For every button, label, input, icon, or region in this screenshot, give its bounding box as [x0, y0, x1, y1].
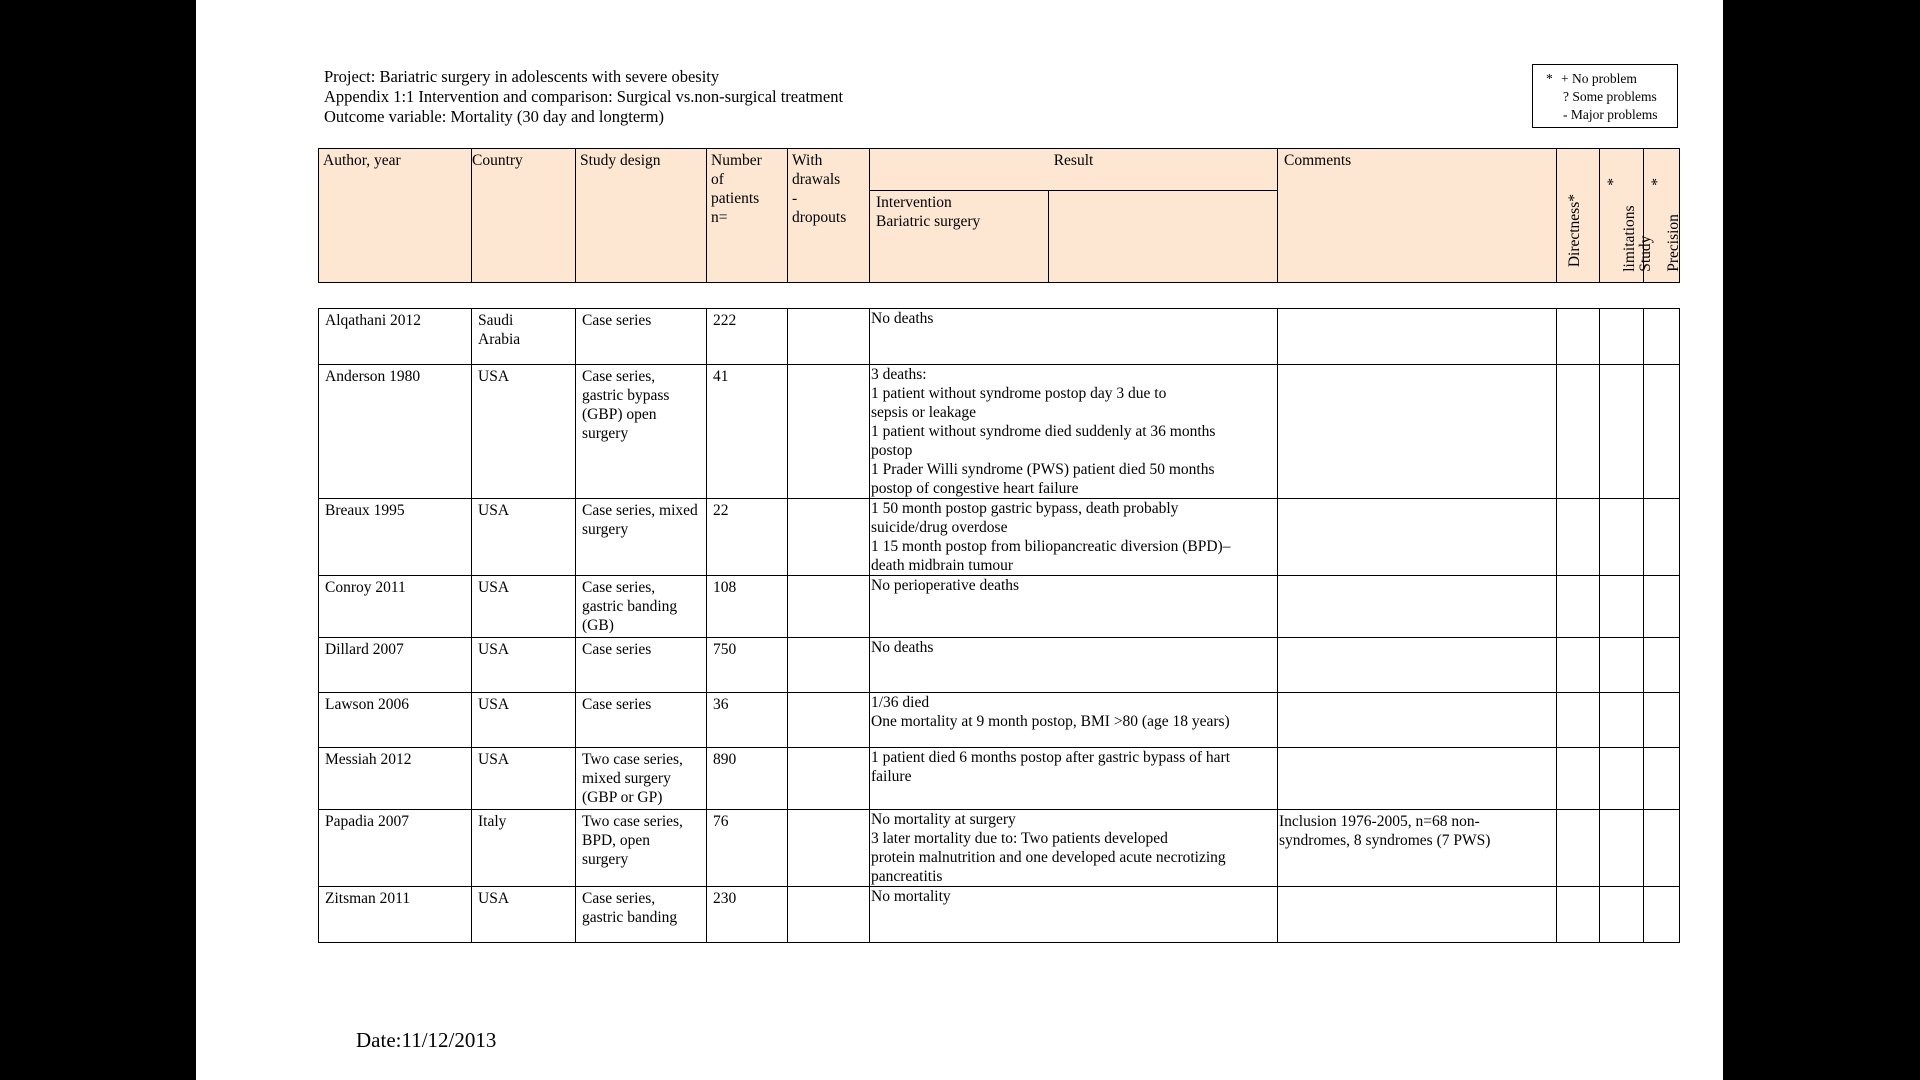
cell-precision [1644, 748, 1680, 810]
cell-comments [1278, 748, 1557, 810]
header-number-of-patients: Number of patients n= [707, 149, 788, 283]
cell-author: Breaux 1995 [319, 499, 472, 576]
cell-country: USA [472, 499, 576, 576]
cell-directness [1557, 499, 1600, 576]
cell-withdrawals [788, 638, 870, 693]
cell-precision [1644, 810, 1680, 887]
cell-comments [1278, 887, 1557, 943]
cell-number-of-patients: 108 [707, 576, 788, 638]
cell-country: USA [472, 887, 576, 943]
cell-withdrawals [788, 499, 870, 576]
cell-result: No mortality at surgery 3 later mortality due to: Two patients developed protein malnutrition and one developed acute necrotizing pancreatitis [870, 810, 1278, 887]
cell-withdrawals [788, 748, 870, 810]
cell-author: Conroy 2011 [319, 576, 472, 638]
cell-comments [1278, 499, 1557, 576]
legend-no-problem: + No problem [1561, 71, 1637, 86]
outcome-line: Outcome variable: Mortality (30 day and longterm) [324, 107, 664, 126]
table-row [319, 887, 1680, 943]
cell-comments [1278, 365, 1557, 499]
cell-withdrawals [788, 365, 870, 499]
legend-some-problems: ? Some problems [1563, 89, 1657, 104]
cell-result: 1 patient died 6 months postop after gastric bypass of hart failure [870, 748, 1278, 810]
cell-author: Alqathani 2012 [319, 309, 472, 365]
cell-comments [1278, 693, 1557, 748]
cell-author: Zitsman 2011 [319, 887, 472, 943]
cell-withdrawals [788, 576, 870, 638]
cell-author: Lawson 2006 [319, 693, 472, 748]
header-precision: Precision * [1644, 149, 1680, 283]
cell-study-limitations [1600, 365, 1644, 499]
cell-number-of-patients: 750 [707, 638, 788, 693]
cell-number-of-patients: 76 [707, 810, 788, 887]
cell-study-limitations [1600, 576, 1644, 638]
table-row [319, 309, 1680, 365]
cell-directness [1557, 576, 1600, 638]
cell-result: 1 50 month postop gastric bypass, death probably suicide/drug overdose 1 15 month postop from biliopancreatic diversion (BPD)– death midbrain tumour [870, 499, 1278, 576]
header-result: Result [870, 149, 1278, 191]
cell-result: No perioperative deaths [870, 576, 1278, 638]
cell-result: No mortality [870, 887, 1278, 943]
header-table [318, 148, 1680, 283]
header-comments: Comments [1278, 149, 1557, 283]
cell-result: 3 deaths: 1 patient without syndrome postop day 3 due to sepsis or leakage 1 patient without syndrome died suddenly at 36 months postop 1 Prader Willi syndrome (PWS) patient died 50 months postop of congestive heart failure [870, 365, 1278, 499]
header-directness: Directness* [1557, 149, 1600, 283]
cell-study-limitations [1600, 748, 1644, 810]
cell-number-of-patients: 36 [707, 693, 788, 748]
cell-country: USA [472, 748, 576, 810]
document-header [324, 67, 843, 127]
cell-directness [1557, 309, 1600, 365]
cell-study-limitations [1600, 499, 1644, 576]
cell-directness [1557, 748, 1600, 810]
cell-study-limitations [1600, 309, 1644, 365]
cell-country: Saudi Arabia [472, 309, 576, 365]
cell-author: Messiah 2012 [319, 748, 472, 810]
cell-study-limitations [1600, 693, 1644, 748]
cell-withdrawals [788, 693, 870, 748]
cell-number-of-patients: 222 [707, 309, 788, 365]
table-row [319, 365, 1680, 499]
cell-study-design: Two case series, mixed surgery (GBP or GP) [576, 748, 707, 810]
cell-country: USA [472, 576, 576, 638]
header-author: Author, year [319, 149, 472, 283]
cell-result: 1/36 died One mortality at 9 month postop, BMI >80 (age 18 years) [870, 693, 1278, 748]
cell-number-of-patients: 22 [707, 499, 788, 576]
cell-number-of-patients: 41 [707, 365, 788, 499]
cell-precision [1644, 887, 1680, 943]
cell-comments [1278, 576, 1557, 638]
cell-result: No deaths [870, 309, 1278, 365]
cell-author: Papadia 2007 [319, 810, 472, 887]
cell-precision [1644, 638, 1680, 693]
cell-study-design: Case series, mixed surgery [576, 499, 707, 576]
header-intervention: Intervention Bariatric surgery [870, 191, 1049, 283]
cell-comments: Inclusion 1976-2005, n=68 non- syndromes, 8 syndromes (7 PWS) [1278, 810, 1557, 887]
appendix-line: Appendix 1:1 Intervention and comparison: Surgical vs.non-surgical treatment [324, 87, 844, 106]
document-date: Date:11/12/2013 [356, 1028, 497, 1052]
cell-number-of-patients: 230 [707, 887, 788, 943]
cell-withdrawals [788, 810, 870, 887]
cell-precision [1644, 499, 1680, 576]
cell-country: Italy [472, 810, 576, 887]
cell-withdrawals [788, 309, 870, 365]
cell-result: No deaths [870, 638, 1278, 693]
cell-study-design: Case series, gastric banding (GB) [576, 576, 707, 638]
cell-country: USA [472, 365, 576, 499]
cell-study-limitations [1600, 810, 1644, 887]
cell-withdrawals [788, 887, 870, 943]
cell-directness [1557, 365, 1600, 499]
project-line: Project: Bariatric surgery in adolescents with severe obesity [324, 67, 720, 86]
legend-star: * [1546, 71, 1553, 86]
header-withdrawals: With drawals - dropouts [788, 149, 870, 283]
cell-study-limitations [1600, 638, 1644, 693]
cell-directness [1557, 887, 1600, 943]
cell-study-design: Case series, gastric bypass (GBP) open surgery [576, 365, 707, 499]
cell-precision [1644, 693, 1680, 748]
cell-study-design: Case series [576, 693, 707, 748]
header-study-design: Study design [576, 149, 707, 283]
table-row [319, 693, 1680, 748]
table-row [319, 638, 1680, 693]
cell-directness [1557, 638, 1600, 693]
cell-study-design: Case series [576, 309, 707, 365]
cell-precision [1644, 309, 1680, 365]
rating-legend [1532, 64, 1678, 128]
table-row [319, 748, 1680, 810]
cell-study-design: Case series [576, 638, 707, 693]
cell-study-design: Case series, gastric banding [576, 887, 707, 943]
table-row [319, 810, 1680, 887]
cell-precision [1644, 365, 1680, 499]
header-country: Country [472, 149, 576, 283]
table-row [319, 576, 1680, 638]
table-row [319, 499, 1680, 576]
header-comparison [1049, 191, 1278, 283]
cell-author: Dillard 2007 [319, 638, 472, 693]
cell-directness [1557, 693, 1600, 748]
cell-comments [1278, 309, 1557, 365]
cell-comments [1278, 638, 1557, 693]
cell-number-of-patients: 890 [707, 748, 788, 810]
results-table [318, 308, 1680, 943]
cell-precision [1644, 576, 1680, 638]
legend-major-problems: - Major problems [1563, 107, 1658, 122]
cell-author: Anderson 1980 [319, 365, 472, 499]
cell-directness [1557, 810, 1600, 887]
header-study-limitations: Study limitations * [1600, 149, 1644, 283]
cell-study-limitations [1600, 887, 1644, 943]
cell-study-design: Two case series, BPD, open surgery [576, 810, 707, 887]
cell-country: USA [472, 638, 576, 693]
cell-country: USA [472, 693, 576, 748]
document-page [196, 0, 1723, 1080]
